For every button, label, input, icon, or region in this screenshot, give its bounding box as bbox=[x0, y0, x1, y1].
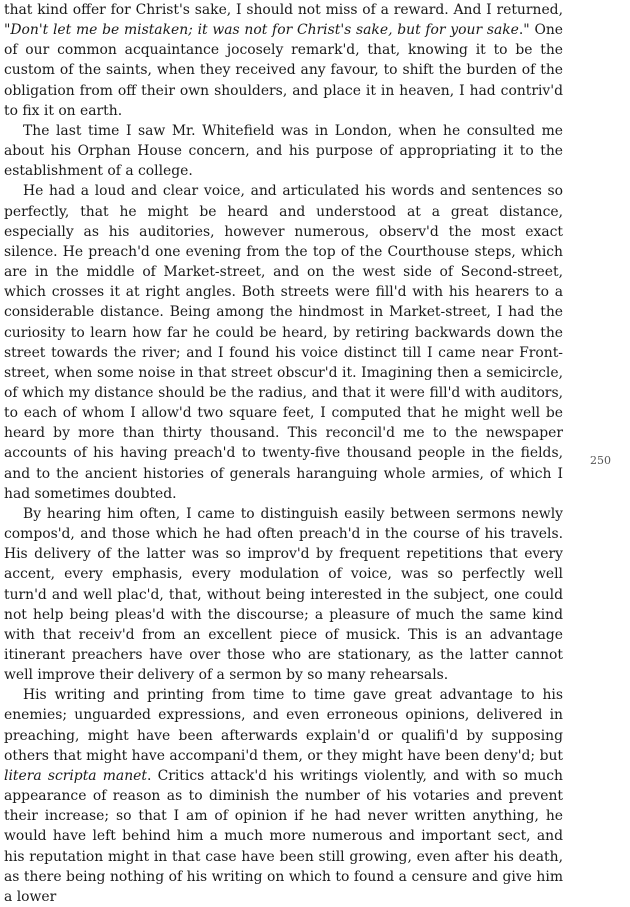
paragraph-text: His writing and printing from time to time gave great advantage to his enemies; unguarded expressions, and even erroneous opinions, delivered in preaching, might have been afterwards explain'd or qualifi'd by supposing others that might have accompani'd them, or they might have been deny'd; but bbox=[4, 687, 563, 764]
paragraph bbox=[4, 685, 563, 907]
paragraph bbox=[4, 181, 563, 504]
quoted-reply: Don't let me be mistaken; it was not for Christ's sake, but for your sake bbox=[10, 22, 519, 39]
paragraph bbox=[4, 121, 563, 181]
page-number: 250 bbox=[590, 454, 611, 467]
paragraph bbox=[4, 504, 563, 685]
paragraph-text: . Critics attack'd his writings violently, and with so much appearance of reason as to diminish the number of his votaries and prevent their increase; so that I am of opinion if he had never written anything, he would have left behind him a much more numerous and important sect, and his reputation might in that case have been still growing, even after his death, as there being nothing of his writing on which to found a censure and give him a lower bbox=[4, 767, 563, 905]
paragraph-text: By hearing him often, I came to distinguish easily between sermons newly compos'd, and those which he had often preach'd in the course of his travels. His delivery of the latter was so improv'd by frequent repetitions that every accent, every emphasis, every modulation of voice, was so perfectly well turn'd and well plac'd, that, without being interested in the subject, one could not help being pleas'd with the discourse; a pleasure of much the same kind with that receiv'd from an excellent piece of musick. This is an advantage itinerant preachers have over those who are stationary, as the latter cannot well improve their delivery of a sermon by so many rehearsals. bbox=[4, 505, 563, 684]
paragraph-text: ." One of our common acquaintance jocosely remark'd, that, knowing it to be the custom of the saints, when they received any favour, to shift the burden of the obligation from off their own shoulders, and place it in heaven, I had contriv'd to fix it on earth. bbox=[4, 22, 563, 119]
page-body bbox=[4, 0, 563, 907]
paragraph-text: that kind offer for Christ's sake, I should not miss of a reward. And I returned, " bbox=[4, 2, 563, 39]
paragraph bbox=[4, 0, 563, 121]
paragraph-text: He had a loud and clear voice, and articulated his words and sentences so perfectly, that he might be heard and understood at a great distance, especially as his auditories, however numerous, observ'd the most exact silence. He preach'd one evening from the top of the Courthouse steps, which are in the middle of Market-street, and on the west side of Second-street, which crosses it at right angles. Both streets were fill'd with his hearers to a considerable distance. Being among the hindmost in Market-street, I had the curiosity to learn how far he could be heard, by retiring backwards down the street towards the river; and I found his voice distinct till I came near Front-street, when some noise in that street obscur'd it. Imagining then a semicircle, of which my distance should be the radius, and that it were fill'd with auditors, to each of whom I allow'd two square feet, I computed that he might well be heard by more than thirty thousand. This reconcil'd me to the newspaper accounts of his having preach'd to twenty-five thousand people in the fields, and to the ancient histories of generals haranguing whole armies, of which I had sometimes doubted. bbox=[4, 183, 563, 502]
paragraph-text: The last time I saw Mr. Whitefield was in London, when he consulted me about his Orphan House concern, and his purpose of appropriating it to the establishment of a college. bbox=[4, 122, 563, 180]
latin-phrase: litera scripta manet bbox=[4, 767, 147, 784]
